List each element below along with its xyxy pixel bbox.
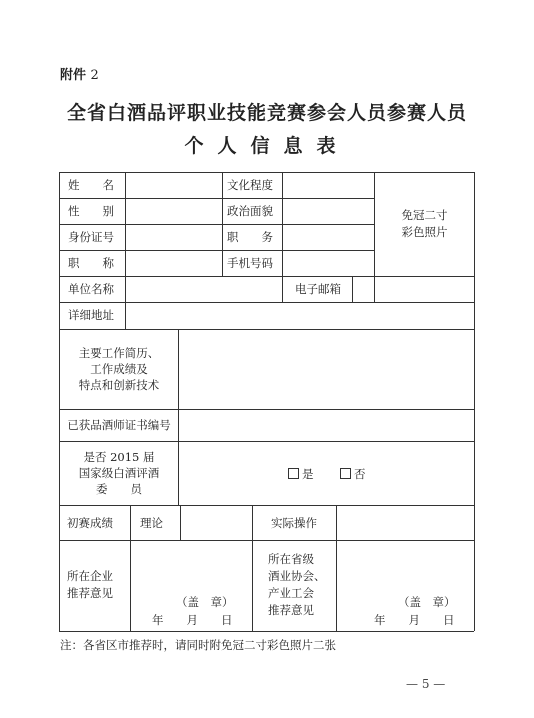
email-label: 电子邮箱 [295, 282, 341, 296]
table-line [130, 505, 131, 631]
table-line [59, 505, 474, 506]
table-line [59, 276, 474, 277]
table-line [59, 409, 474, 410]
judge-label-line2: 国家级白酒评酒 [78, 466, 160, 480]
table-line [352, 276, 353, 302]
table-line [59, 224, 374, 225]
page-number: — 5 — [406, 677, 446, 691]
table-line [59, 302, 474, 303]
page-subtitle: 个人信息表 [184, 135, 350, 157]
table-line [59, 540, 474, 541]
resume-label-line2: 工作成绩及 [90, 362, 148, 376]
table-line [474, 172, 475, 631]
table-line [336, 505, 337, 631]
organization-label: 单位名称 [68, 282, 114, 296]
enterprise-date: 年 月 日 [152, 613, 233, 627]
table-line [282, 172, 283, 276]
attachment-text: 附件 [60, 68, 87, 83]
footnote: 注：各省区市推荐时，请同时附免冠二寸彩色照片二张 [60, 638, 336, 652]
photo-label-line1: 免冠二寸 [401, 208, 448, 222]
association-label-line2: 酒业协会、 [268, 569, 326, 583]
table-line [59, 172, 474, 173]
name-label: 姓 名 [68, 178, 114, 192]
theory-label: 理论 [140, 516, 163, 530]
association-label-line3: 产业工会 [268, 586, 314, 600]
table-line [59, 329, 474, 330]
judge-label-line1: 是否 2015 届 [83, 450, 155, 464]
professional-title-label: 职 称 [68, 256, 114, 270]
association-date: 年 月 日 [374, 613, 455, 627]
yes-label: 是 [302, 467, 314, 481]
resume-label-line1: 主要工作简历、 [78, 346, 160, 360]
enterprise-label-line1: 所在企业 [67, 569, 113, 583]
table-line [59, 631, 474, 632]
judge-label-line3: 委 员 [96, 482, 142, 496]
table-line [180, 505, 181, 540]
job-position-label: 职 务 [227, 230, 273, 244]
table-line [222, 172, 223, 276]
table-line [282, 276, 283, 302]
attachment-label [60, 64, 99, 83]
education-label: 文化程度 [227, 178, 273, 192]
preliminary-score-label: 初赛成绩 [67, 516, 113, 530]
certificate-label: 已获品酒师证书编号 [67, 418, 171, 432]
photo-label-line2: 彩色照片 [401, 225, 448, 239]
table-line [59, 172, 60, 631]
practice-label: 实际操作 [271, 516, 317, 530]
table-line [252, 505, 253, 631]
gender-label: 性 别 [68, 204, 114, 218]
address-label: 详细地址 [68, 308, 114, 322]
no-label: 否 [354, 467, 366, 481]
attachment-number: 2 [90, 68, 99, 83]
phone-label: 手机号码 [227, 256, 273, 270]
table-line [59, 250, 374, 251]
political-status-label: 政治面貌 [227, 204, 273, 218]
table-line [59, 198, 374, 199]
association-label-line4: 推荐意见 [268, 603, 314, 617]
no-option[interactable] [340, 466, 366, 482]
table-line [125, 172, 126, 329]
enterprise-seal: （盖 章） [176, 595, 234, 609]
association-seal: （盖 章） [398, 595, 456, 609]
table-line [178, 329, 179, 505]
page-title: 全省白酒品评职业技能竞赛参会人员参赛人员 [66, 102, 467, 124]
association-label-line1: 所在省级 [268, 552, 314, 566]
resume-label-line3: 特点和创新技术 [78, 378, 160, 392]
table-line [59, 441, 474, 442]
yes-option[interactable] [288, 466, 314, 482]
checkbox-icon[interactable] [340, 468, 351, 479]
checkbox-icon[interactable] [288, 468, 299, 479]
id-number-label: 身份证号 [68, 230, 114, 244]
enterprise-label-line2: 推荐意见 [67, 586, 113, 600]
